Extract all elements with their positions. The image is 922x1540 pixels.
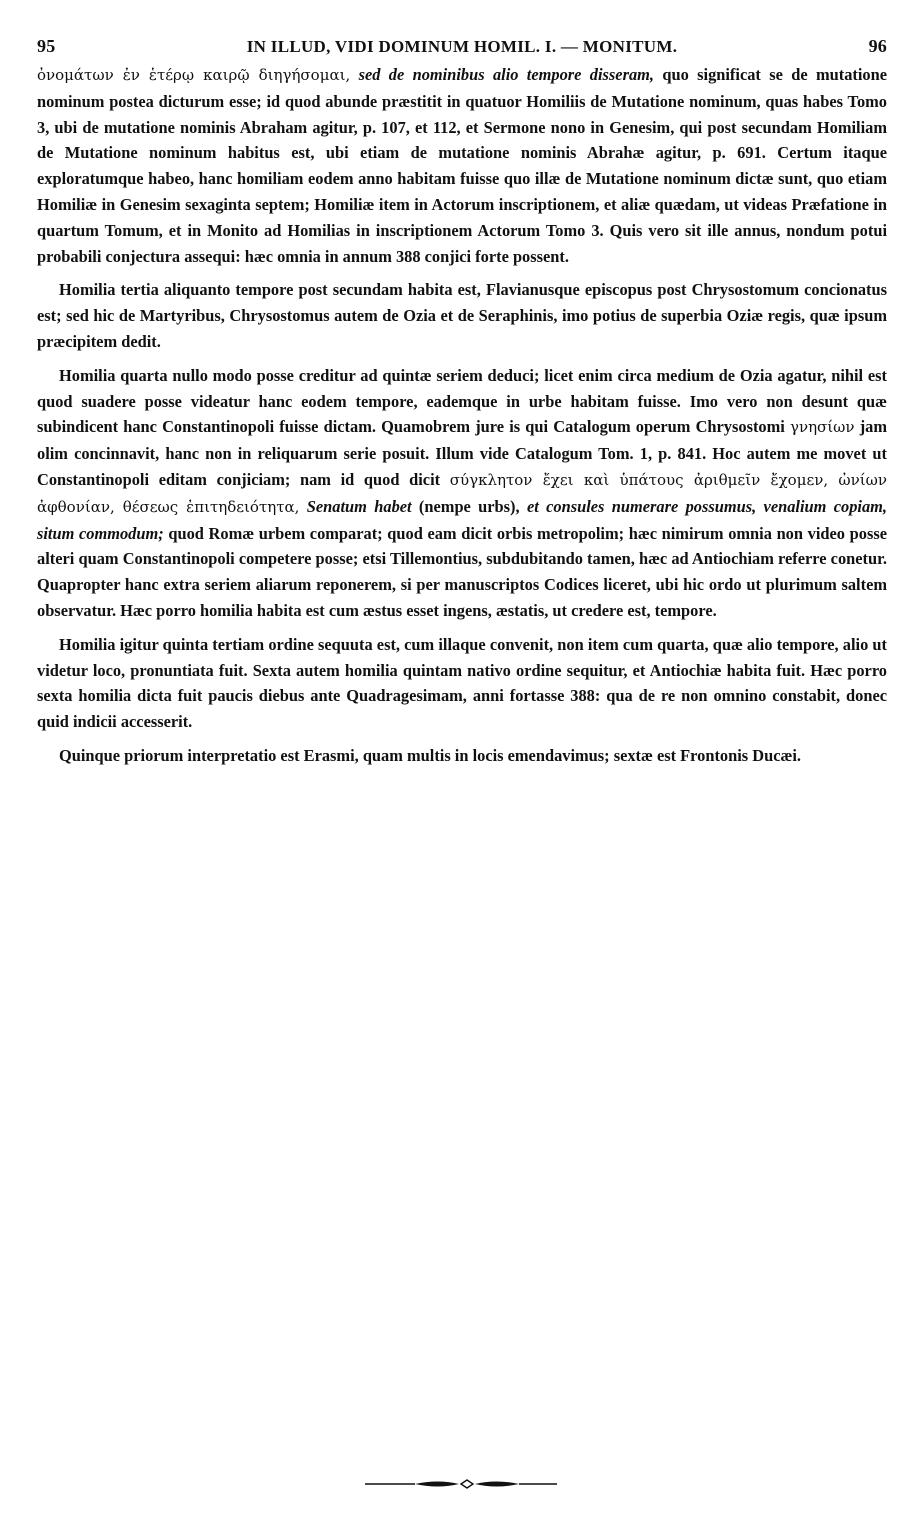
paragraph-3: [37, 363, 887, 624]
text-segment: quod Romæ urbem comparat; quod eam dicit orbis metropolim; hæc nimirum omnia non video posse alteri quam Constantinopoli competere posse; etsi Tillemontius, subdubitando tamen, hæc ad Antiochiam referre conetur. Quapropter hanc extra seriem aliarum reponerem, si per manuscriptos Codices liceret, ubi hic ordo ut plurimum saltem observatur. Hæc porro homilia habita est cum æstus esset ingens, æstatis, ut credere est, tempore.: [37, 523, 887, 620]
italic-text: et consules numerare possumus, venalium copiam, situm commodum;: [37, 496, 887, 543]
greek-text: γνησίων: [789, 418, 855, 437]
monitum-text: [37, 62, 887, 769]
text-segment: Quinque priorum interpretatio est Erasmi, quam multis in locis emendavimus; sextæ est Frontonis Ducæi.: [59, 745, 801, 765]
text-segment: Homilia quarta nullo modo posse creditur ad quintæ seriem deduci; licet enim circa medium de Ozia agatur, nihil est quod suadere posse videatur hanc eodem tempore, eademque in urbe habitam fuisse. Imo vero non desunt quæ subindicent hanc Constantinopoli fuisse dictam. Quamobrem jure is qui Catalogum operum Chrysostomi: [37, 365, 887, 437]
italic-text: Senatum habet: [299, 496, 412, 516]
greek-text: ὀνομάτων ἐν ἑτέρῳ καιρῷ διηγήσομαι,: [37, 66, 351, 84]
text-segment: Homilia igitur quinta tertiam ordine sequuta est, cum illaque convenit, non item cum quarta, quæ alio tempore, alio ut videtur loco, pronuntiata fuit. Sexta autem homilia quintam nativo ordine sequitur, et Antiochiæ habita fuit. Hæc porro sexta homilia dicta fuit paucis diebus ante Quadragesimam, anni fortasse 388: qua de re non omnino constabit, donec quid indicii accesserit.: [37, 634, 887, 732]
greek-text: σύγκλητον ἔχει καὶ ὑπάτους ἀριθμεῖν ἔχομεν, ὠνίων ἀφθονίαν, θέσεως ἐπιτηδειότητα,: [37, 470, 888, 516]
text-segment: jam olim concinnavit, hanc non in reliquarum serie posuit. Illum vide Catalogum Tom. 1, p. 841. Hoc autem me movet ut Constantinopoli editam conjiciam; nam id quod dicit: [37, 417, 887, 489]
running-title: IN ILLUD, VIDI DOMINUM HOMIL. I. — MONITUM.: [246, 37, 678, 56]
text-segment: Homilia tertia aliquanto tempore post secundam habita est, Flavianusque episcopus post Chrysostomum concionatus est; sed hic de Martyribus, Chrysostomus autem de Ozia et de Seraphinis, imo potius de superbia Oziæ regis, quæ ipsum præcipitem dedit.: [37, 280, 887, 351]
text-segment: quo significat se de mutatione nominum postea dicturum esse; id quod abunde præstitit in quatuor Homiliis de Mutatione nominum, quas habes Tomo 3, ubi de mutatione nominis Abraham agitur, p. 107, et 112, et Sermone nono in Genesim, qui post secundam Homiliam de Mutatione nominum habitus est, ubi etiam de mutatione nominis Abrahæ agitur, p. 691. Certum itaque exploratumque habeo, hanc homiliam eodem anno habitam fuisse quo illæ de Mutatione nominum dictæ sunt, quo etiam Homiliæ in Genesim sexaginta septem; Homiliæ item in Actorum inscriptionem, et aliæ quædam, ut videas Præfatione in quartum Tomum, et in Monito ad Homilias in inscriptionem Actorum Tomo 3. Quis vero sit ille annus, nondum potui probabili conjectura assequi: hæc omnia in annum 388 conjici forte possent.: [37, 65, 888, 266]
paragraph-5: [37, 743, 887, 769]
page-number-right: 96: [868, 36, 887, 56]
end-ornament: [363, 1476, 559, 1492]
paragraph-2: [37, 277, 887, 354]
text-segment: (nempe urbs),: [411, 496, 527, 516]
italic-text: sed de nominibus alio tempore disseram,: [350, 65, 654, 84]
paragraph-1: [37, 62, 887, 269]
page-number-left: 95: [37, 36, 56, 56]
running-header: [37, 36, 887, 60]
paragraph-4: [37, 632, 887, 735]
